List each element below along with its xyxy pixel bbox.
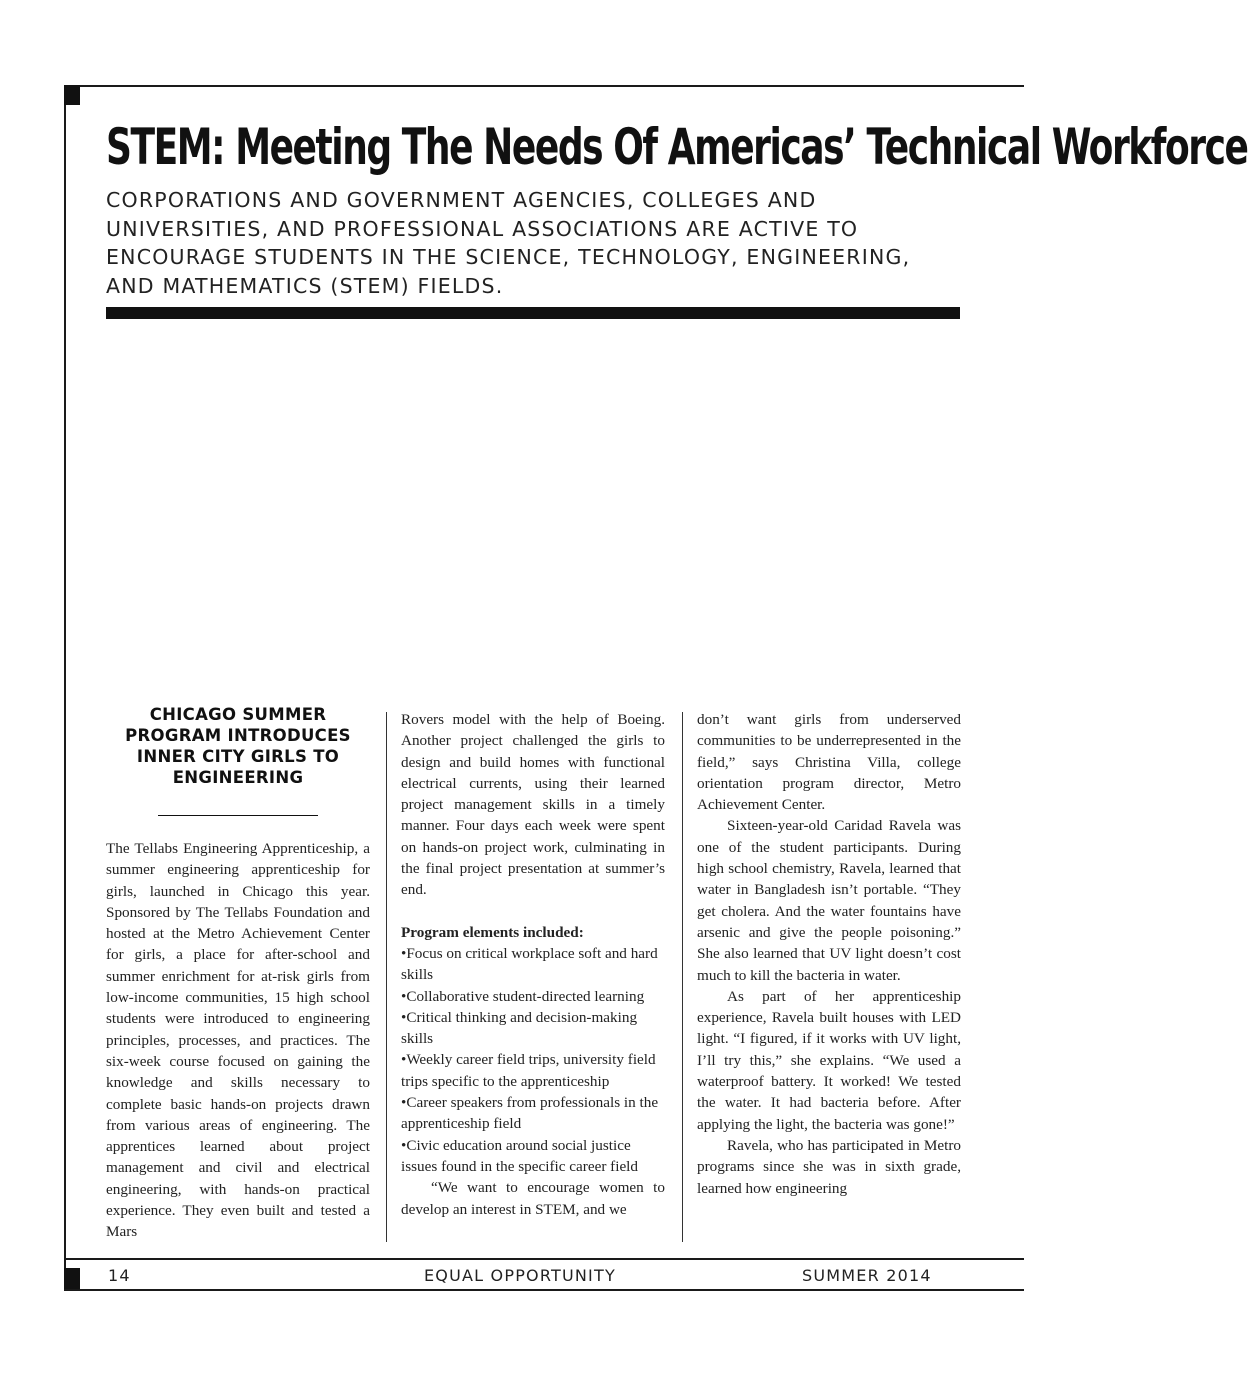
column-1 bbox=[106, 838, 370, 1243]
article-deck: CORPORATIONS AND GOVERNMENT AGENCIES, COLLEGES AND UNIVERSITIES, AND PROFESSIONAL ASSOCIATIONS ARE ACTIVE TO ENCOURAGE STUDENTS IN THE SCIENCE, TECHNOLOGY, ENGINEERING, AND MATHEMATICS (STEM) FIELDS. bbox=[106, 188, 911, 298]
section-heading-underline bbox=[158, 815, 318, 816]
paragraph: Rovers model with the help of Boeing. Another project challenged the girls to design and build homes with functional electrical currents, using their learned project management skills in a timely manner. Four days each week were spent on hands-on project work, culminating in the final project presentation at summer’s end. bbox=[401, 711, 665, 899]
corner-mark bbox=[64, 1268, 80, 1290]
paragraph: Sixteen-year-old Caridad Ravela was one of the student participants. During high school chemistry, Ravela, learned that water in Bangladesh isn’t portable. “They get cholera. And the water fountains have arsenic and give the people poisoning.” She also learned that UV light doesn’t cost much to kill the bacteria in water. bbox=[697, 817, 961, 984]
column-divider bbox=[682, 712, 683, 1242]
left-margin-rule bbox=[64, 85, 66, 1291]
top-rule bbox=[64, 85, 1024, 87]
paragraph: “We want to encourage women to develop an interest in STEM, and we bbox=[401, 1179, 665, 1218]
section-heading: CHICAGO SUMMER PROGRAM INTRODUCES INNER CITY GIRLS TO ENGINEERING bbox=[125, 705, 351, 787]
paragraph: don’t want girls from underserved communities to be underrepresented in the field,” says Christina Villa, college orientation program director, Metro Achievement Center. bbox=[697, 711, 961, 814]
deck-divider bbox=[106, 307, 960, 319]
footer-rule bbox=[64, 1258, 1024, 1260]
paragraph: The Tellabs Engineering Apprenticeship, a summer engineering apprenticeship for girls, launched in Chicago this year. Sponsored by The Tellabs Foundation and hosted at the Metro Achievement Center for girls, a place for after-school and summer enrichment for at-risk girls from low-income communities, 15 high school students were introduced to engineering principles, processes, and practices. The six-week course focused on gaining the knowledge and skills necessary to complete basic hands-on projects drawn from various areas of engineering. The apprentices learned about project management and civil and electrical engineering, with hands-on practical experience. They even built and tested a Mars bbox=[106, 840, 370, 1241]
paragraph: As part of her apprenticeship experience, Ravela built houses with LED light. “I figured, if it works with UV light, I’ll try this,” she explains. “We used a waterproof battery. It worked! We tested the water. It had bacteria before. After applying the light, the bacteria was gone!” bbox=[697, 987, 961, 1133]
list-item: •Career speakers from professionals in the apprenticeship field bbox=[401, 1094, 659, 1133]
corner-mark bbox=[64, 85, 80, 105]
column-divider bbox=[386, 712, 387, 1242]
list-item: •Focus on critical workplace soft and hard skills bbox=[401, 944, 658, 984]
list-item: •Collaborative student-directed learning bbox=[401, 987, 645, 1005]
footer-rule bbox=[64, 1289, 1024, 1291]
issue-date: SUMMER 2014 bbox=[802, 1266, 932, 1285]
list-item: •Critical thinking and decision-making skills bbox=[401, 1008, 638, 1048]
column-2 bbox=[401, 709, 665, 1220]
list-item: •Civic education around social justice issues found in the specific career field bbox=[401, 1136, 639, 1175]
publication-name: EQUAL OPPORTUNITY bbox=[424, 1266, 616, 1285]
list-heading: Program elements included: bbox=[401, 923, 584, 941]
paragraph: Ravela, who has participated in Metro programs since she was in sixth grade, learned how engineering bbox=[697, 1136, 961, 1197]
page-number: 14 bbox=[108, 1266, 131, 1285]
article-headline: STEM: Meeting The Needs Of Americas’ Technical Workforce bbox=[106, 118, 1248, 176]
column-3 bbox=[697, 709, 961, 1199]
list-item: •Weekly career field trips, university field trips specific to the apprenticeship bbox=[401, 1051, 656, 1090]
